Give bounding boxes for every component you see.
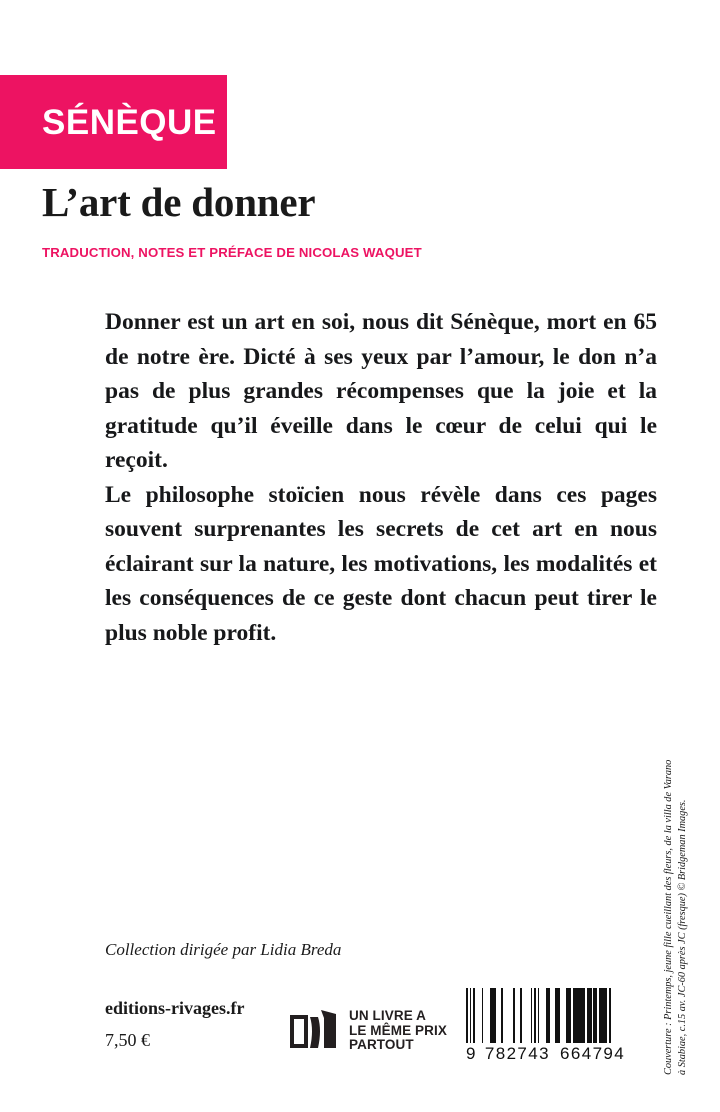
logo-line-2: LE MÊME PRIX [349, 1022, 447, 1038]
collection-line: Collection dirigée par Lidia Breda [105, 940, 342, 959]
single-price-logo-text [349, 1009, 447, 1053]
logo-line-3: PARTOUT [349, 1037, 414, 1053]
author-band [0, 75, 227, 169]
single-price-logo [288, 1008, 447, 1054]
author-name: SÉNÈQUE [42, 102, 217, 142]
publisher-website[interactable]: editions-rivages.fr [105, 998, 245, 1018]
barcode-digit-group-2: 782743 [484, 1044, 550, 1063]
book-title: L’art de donner [42, 179, 316, 225]
barcode-digit-group-1: 9 [466, 1044, 477, 1063]
blurb-paragraph-2: Le philosophe stoïcien nous révèle dans ces pages souvent surprenantes les secrets de cet art en nous éclairant sur la nature, les motivations, les modalités et les conséquences de ce geste dont chacun peut tirer le plus noble profit. [105, 481, 657, 646]
price-label: 7,50 € [105, 1030, 150, 1050]
barcode-bars [466, 988, 632, 1043]
barcode-digits [466, 1044, 632, 1064]
cover-credit-line-2: à Stabiae, c.15 av. JC-60 après JC (fresque) © Bridgeman Images. [676, 799, 688, 1075]
open-book-icon [288, 1008, 340, 1054]
barcode [466, 988, 632, 1064]
translation-credit: TRADUCTION, NOTES ET PRÉFACE DE NICOLAS WAQUET [42, 245, 422, 260]
logo-line-1: UN LIVRE A [349, 1008, 427, 1024]
barcode-digit-group-3: 664794 [560, 1044, 626, 1063]
blurb-paragraph-1: Donner est un art en soi, nous dit Sénèque, mort en 65 de notre ère. Dicté à ses yeux par l’amour, le don n’a pas de plus grandes récompenses que la joie et la gratitude qu’il éveille dans le cœur de celui qui le reçoit. [105, 309, 657, 473]
cover-credit-line-1: Couverture : Printemps, jeune fille cueillant des fleurs, de la villa de Varano [663, 759, 674, 1075]
blurb-text [105, 305, 657, 650]
